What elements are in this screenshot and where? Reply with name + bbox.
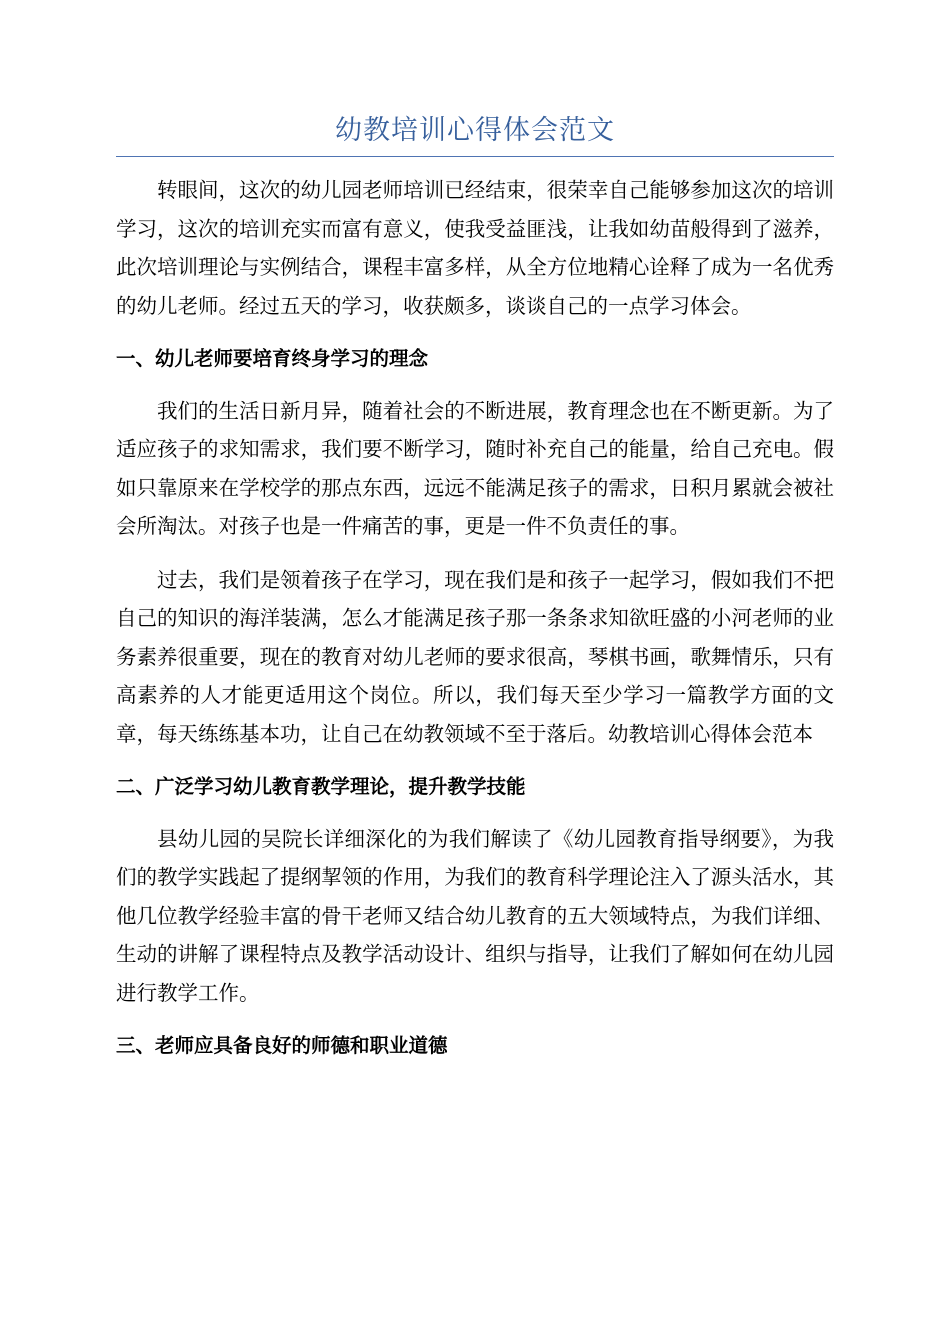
section-2-paragraph-1: 县幼儿园的吴院长详细深化的为我们解读了《幼儿园教育指导纲要》，为我们的教学实践起了提纲挈领的作用，为我们的教育科学理论注入了源头活水，其他几位教学经验丰富的骨干老师又结合幼儿教育的五大领域特点，为我们详细、生动的讲解了课程特点及教学活动设计、组织与指导，让我们了解如何在幼儿园进行教学工作。	[116, 826, 834, 1005]
section-1-paragraph-1: 我们的生活日新月异，随着社会的不断进展，教育理念也在不断更新。为了适应孩子的求知需求，我们要不断学习，随时补充自己的能量，给自己充电。假如只靠原来在学校学的那点东西，远远不能满足孩子的需求，日积月累就会被社会所淘汰。对孩子也是一件痛苦的事，更是一件不负责任的事。	[116, 398, 834, 538]
title-block	[116, 110, 834, 157]
section-heading-3: 三、老师应具备良好的师德和职业道德	[116, 1034, 448, 1057]
section-heading-2: 二、广泛学习幼儿教育教学理论，提升教学技能	[116, 775, 526, 798]
section-heading-1: 一、幼儿老师要培育终身学习的理念	[116, 347, 429, 370]
intro-paragraph: 转眼间，这次的幼儿园老师培训已经结束，很荣幸自己能够参加这次的培训学习，这次的培训充实而富有意义，使我受益匪浅，让我如幼苗般得到了滋养，此次培训理论与实例结合，课程丰富多样，从全方位地精心诠释了成为一名优秀的幼儿老师。经过五天的学习，收获颇多，谈谈自己的一点学习体会。	[116, 178, 834, 318]
document-title: 幼教培训心得体会范文	[335, 115, 615, 146]
section-1-paragraph-2: 过去，我们是领着孩子在学习，现在我们是和孩子一起学习，假如我们不把自己的知识的海洋装满，怎么才能满足孩子那一条条求知欲旺盛的小河老师的业务素养很重要，现在的教育对幼儿老师的要求很高，琴棋书画，歌舞情乐，只有高素养的人才能更适用这个岗位。所以，我们每天至少学习一篇教学方面的文章，每天练练基本功，让自己在幼教领域不至于落后。幼教培训心得体会范本	[116, 567, 834, 746]
document-body	[116, 171, 834, 1066]
